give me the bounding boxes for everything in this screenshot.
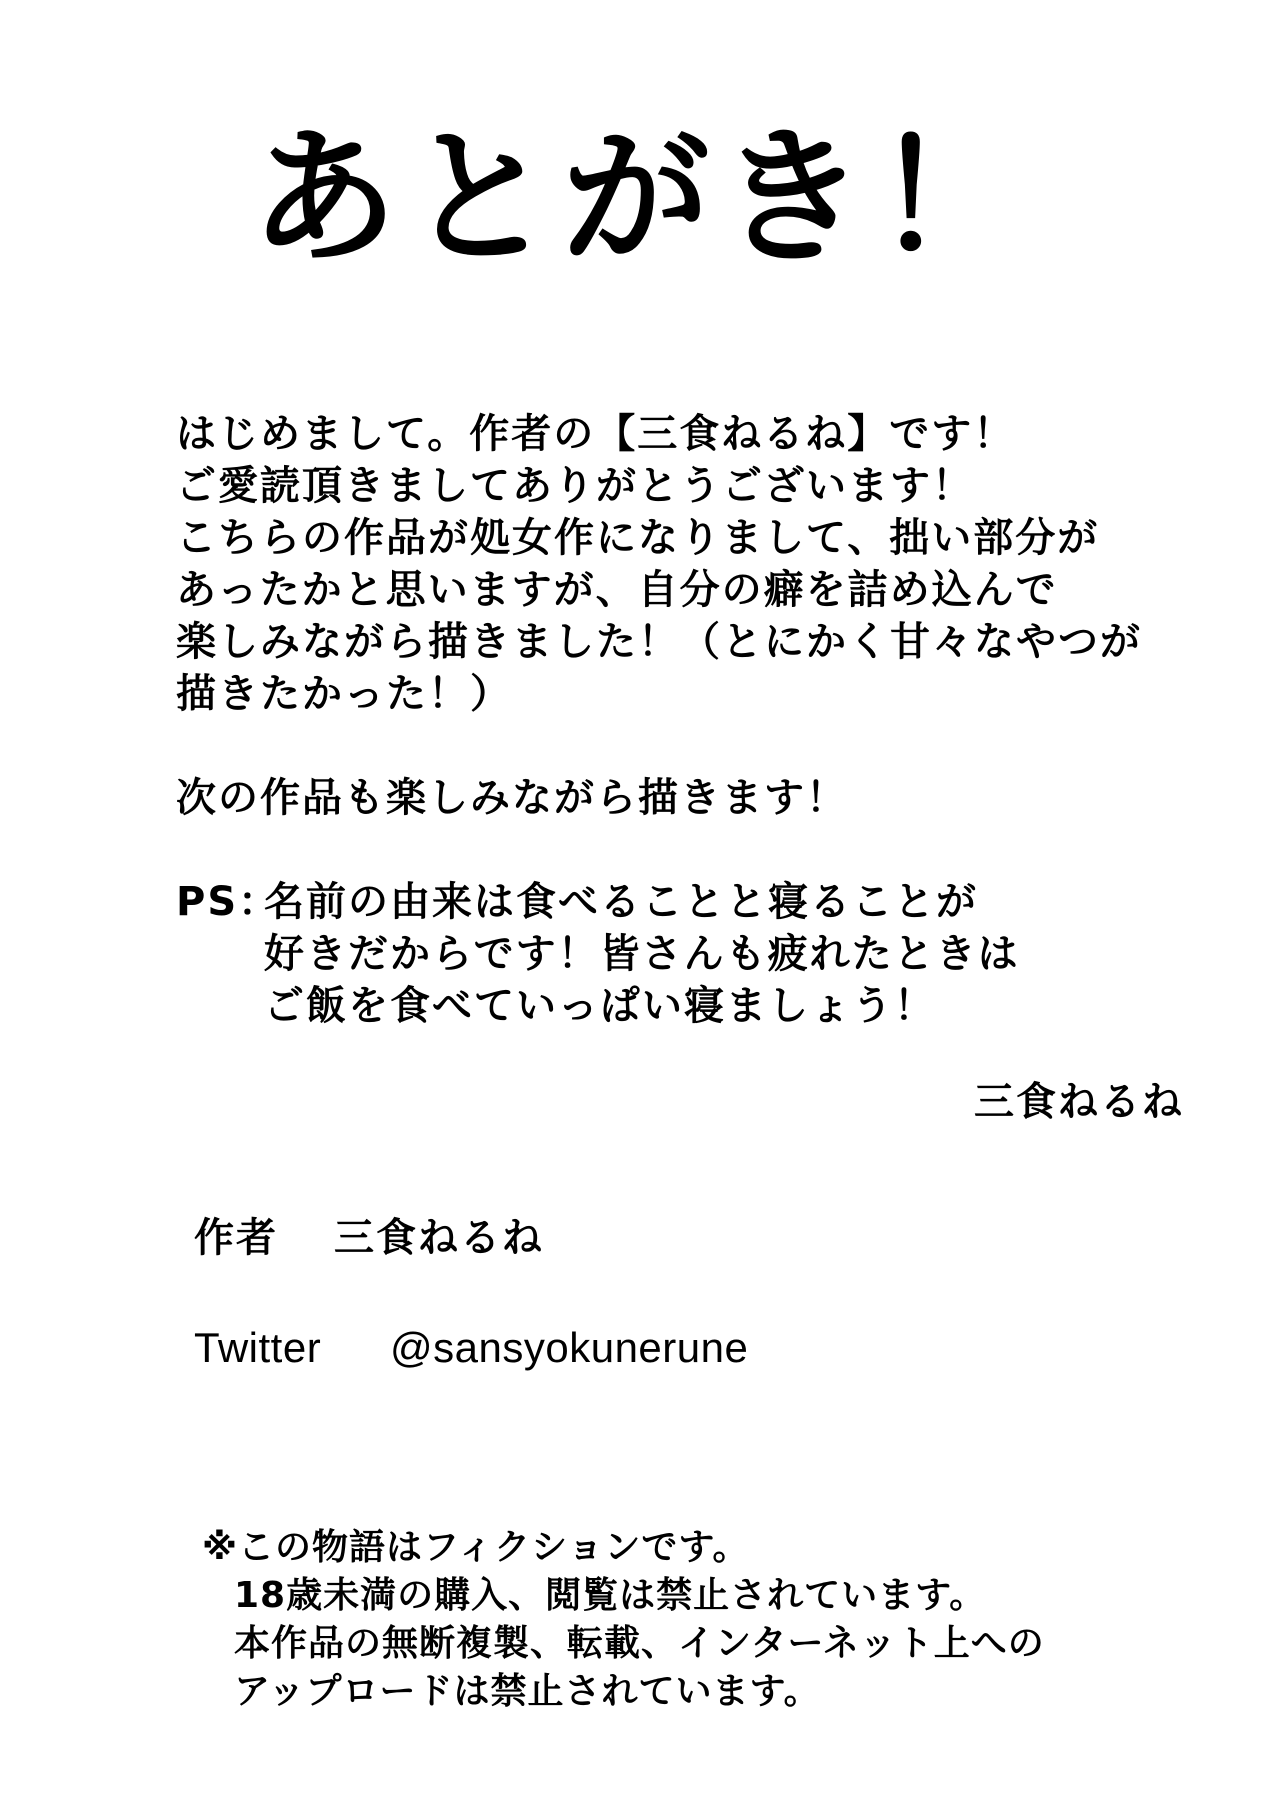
body-line-next-work: 次の作品も楽しみながら描きます！ — [176, 775, 848, 821]
paragraph-gap — [176, 720, 1176, 772]
postscript-line: ご飯を食べていっぱい寝ましょう！ — [264, 983, 936, 1029]
page-title: あとがき！ — [250, 112, 1030, 284]
postscript-line: 名前の由来は食べることと寝ることが — [264, 879, 978, 925]
credit-twitter — [194, 1322, 748, 1374]
author-name: 三食ねるね — [334, 1215, 544, 1261]
body-line: はじめまして。作者の【三食ねるね】です！ — [176, 411, 1016, 457]
notice-line: ※この物語はフィクションです。 — [202, 1527, 750, 1568]
notice-line: アップロードは禁止されています。 — [234, 1671, 821, 1712]
postscript-text — [264, 876, 1020, 1032]
author-label: 作者 — [194, 1215, 278, 1261]
body-line: あったかと思いますが、自分の癖を詰め込んで — [176, 567, 1058, 613]
notice-line: 本作品の無断複製、転載、インターネット上への — [234, 1623, 1045, 1664]
twitter-label: Twitter — [194, 1324, 322, 1371]
body-line: 描きたかった！） — [176, 671, 512, 717]
afterword-body — [176, 408, 1176, 1032]
body-line: こちらの作品が処女作になりまして、拙い部分が — [176, 515, 1100, 561]
postscript-line: 好きだからです！皆さんも疲れたときは — [264, 931, 1020, 977]
postscript — [176, 876, 1176, 1032]
credit-author — [194, 1212, 544, 1264]
notice-line: 18歳未満の購入、閲覧は禁止されています。 — [234, 1575, 987, 1616]
body-line: ご愛読頂きましてありがとうございます！ — [176, 463, 974, 509]
body-line: 楽しみながら描きました！（とにかく甘々なやつが — [176, 619, 1142, 665]
author-signature: 三食ねるね — [974, 1079, 1184, 1125]
twitter-handle: @sansyokunerune — [390, 1324, 749, 1371]
postscript-label: PS： — [176, 879, 281, 925]
legal-notice — [202, 1524, 1045, 1716]
paragraph-gap — [176, 824, 1176, 876]
